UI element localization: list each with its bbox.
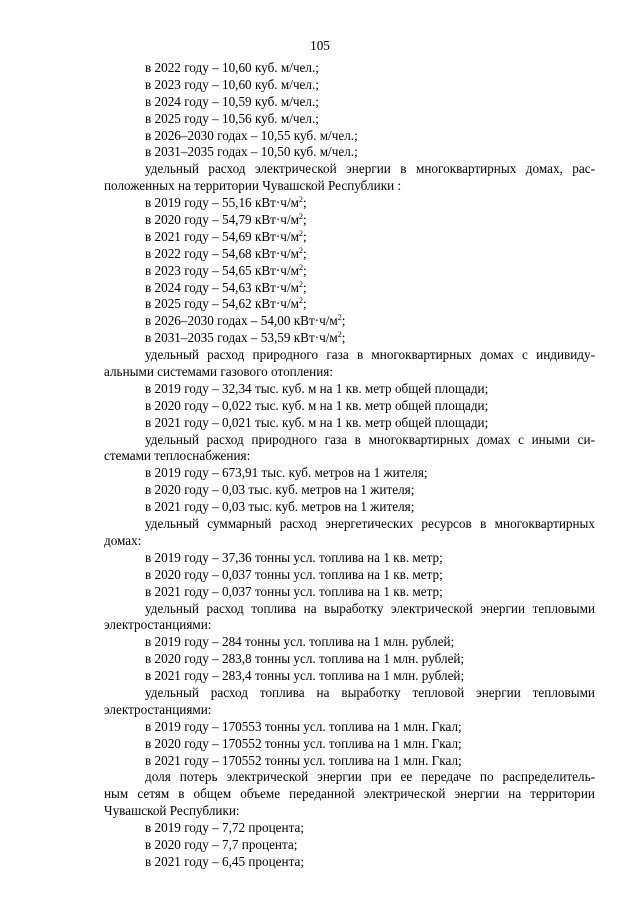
text-line: удельный расход природного газа в многоквартирных домах с индивиду- bbox=[145, 347, 595, 363]
text-line: в 2024 году – 10,59 куб. м/чел.; bbox=[145, 93, 319, 109]
text-line: удельный расход электрической энергии в многоквартирных домах, рас- bbox=[145, 161, 595, 177]
text-line: в 2021 году – 54,69 $кВт\cdot ч/м^2$; bbox=[145, 228, 307, 244]
text-line: в 2022 году – 10,60 куб. м/чел.; bbox=[145, 60, 319, 75]
text-line: в 2021 году – 6,45 процента; bbox=[145, 853, 305, 869]
text-line: в 2019 году – 7,72 процента; bbox=[145, 820, 305, 836]
page-number: 105 bbox=[310, 38, 330, 53]
text-line: в 2021 году – 170552 тонны усл. топлива на 1 млн. Гкал; bbox=[145, 752, 462, 768]
text-line: положенных на территории Чувашской Республики : bbox=[104, 178, 402, 194]
text-line: удельный расход топлива на выработку тепловой энергии тепловыми bbox=[145, 684, 595, 700]
text-line: в 2020 году – 0,037 тонны усл. топлива на 1 кв. метр; bbox=[145, 566, 443, 582]
text-line: Чувашской Республики: bbox=[104, 803, 240, 819]
text-line: в 2020 году – 0,03 тыс. куб. метров на 1 жителя; bbox=[145, 482, 415, 498]
text-line: в 2021 году – 283,4 тонны усл. топлива на 1 млн. рублей; bbox=[145, 668, 465, 684]
text-line: в 2021 году – 0,037 тонны усл. топлива на 1 кв. метр; bbox=[145, 583, 443, 599]
text-line: в 2031–2035 годах – 53,59 $кВт\cdot ч/м^2$; bbox=[145, 330, 346, 346]
text-line: в 2026–2030 годах – 10,55 куб. м/чел.; bbox=[145, 127, 358, 143]
text-line: в 2023 году – 10,60 куб. м/чел.; bbox=[145, 76, 319, 92]
text-line: в 2020 году – 170552 тонны усл. топлива на 1 млн. Гкал; bbox=[145, 735, 462, 751]
text-line: удельный расход топлива на выработку электрической энергии тепловыми bbox=[145, 600, 595, 616]
text-line: в 2023 году – 54,65 $кВт\cdot ч/м^2$; bbox=[145, 262, 307, 278]
text-line: в 2019 году – 170553 тонны усл. топлива на 1 млн. Гкал; bbox=[145, 718, 462, 734]
text-line: в 2019 году – 55,16 $кВт\cdot ч/м^2$; bbox=[145, 195, 307, 211]
text-line: доля потерь электрической энергии при ее передаче по распределитель- bbox=[145, 769, 595, 785]
text-line: в 2024 году – 54,63 $кВт\cdot ч/м^2$; bbox=[145, 279, 307, 295]
text-line: домах: bbox=[104, 532, 142, 548]
text-line: в 2020 году – 283,8 тонны усл. топлива на 1 млн. рублей; bbox=[145, 651, 465, 667]
text-line: ным сетям в общем объеме переданной электрической энергии на территории bbox=[104, 786, 595, 802]
text-line: в 2019 году – 32,34 тыс. куб. м на 1 кв. метр общей площади; bbox=[145, 380, 489, 396]
text-line: электростанциями: bbox=[104, 701, 212, 717]
text-line: в 2020 году – 7,7 процента; bbox=[145, 836, 298, 852]
text-line: в 2021 году – 0,03 тыс. куб. метров на 1 жителя; bbox=[145, 499, 415, 515]
text-line: в 2026–2030 годах – 54,00 $кВт\cdot ч/м^2$; bbox=[145, 313, 346, 329]
text-line: в 2019 году – 37,36 тонны усл. топлива на 1 кв. метр; bbox=[145, 549, 443, 565]
text-line: стемами теплоснабжения: bbox=[104, 448, 251, 464]
text-line: в 2021 году – 0,021 тыс. куб. м на 1 кв. метр общей площади; bbox=[145, 414, 489, 430]
text-line: в 2022 году – 54,68 $кВт\cdot ч/м^2$; bbox=[145, 245, 307, 261]
text-line: в 2020 году – 54,79 $кВт\cdot ч/м^2$; bbox=[145, 212, 307, 228]
document-body bbox=[104, 60, 595, 871]
text-line: альными системами газового отопления: bbox=[104, 364, 333, 380]
text-line: в 2019 году – 284 тонны усл. топлива на 1 млн. рублей; bbox=[145, 634, 455, 650]
text-line: удельный суммарный расход энергетических ресурсов в многоквартирных bbox=[145, 516, 595, 532]
text-line: в 2025 году – 10,56 куб. м/чел.; bbox=[145, 110, 319, 126]
text-line: удельный расход природного газа в многоквартирных домах с иными си- bbox=[145, 431, 595, 447]
text-line: в 2020 году – 0,022 тыс. куб. м на 1 кв. метр общей площади; bbox=[145, 397, 489, 413]
text-line: в 2031–2035 годах – 10,50 куб. м/чел.; bbox=[145, 144, 358, 160]
text-line: электростанциями: bbox=[104, 617, 212, 633]
text-line: в 2019 году – 673,91 тыс. куб. метров на 1 жителя; bbox=[145, 465, 428, 481]
text-line: в 2025 году – 54,62 $кВт\cdot ч/м^2$; bbox=[145, 296, 307, 312]
